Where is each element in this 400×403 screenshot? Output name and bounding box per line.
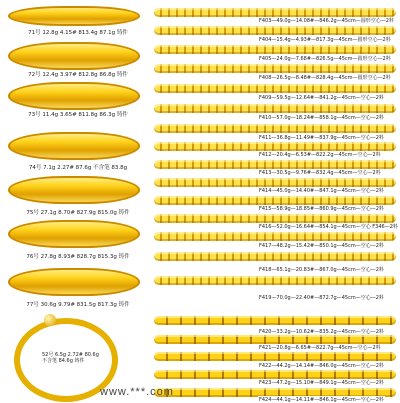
chain-F413-image [154, 160, 396, 169]
bangle-column [0, 0, 150, 400]
chain-F422-label: F422—44.2g—14.14#—846.0g—45cm—空心—2料 [259, 363, 384, 369]
bangle-77-image [8, 268, 140, 296]
chain-F417-image [154, 232, 396, 241]
bangle-75-label: 75号 27.1g 8.70# 827.9g 815.0g 铸件 [26, 210, 130, 216]
bangle-71-label: 71号 12.8g 4.15# 813.4g 87.1g 铸件 [28, 30, 128, 36]
chain-F411-image [154, 124, 396, 133]
chain-F413-label: F413—30.5g—9.76#—832.4g—45cm—空心—2料 [259, 170, 381, 176]
chain-F411-label: F411—36.8g—11.49#—837.9g—45cm—空心—2料 [259, 135, 384, 141]
chain-F420-image [154, 316, 396, 325]
chain-F421-label: F421—20.8g—6.65#—822.7g—45cm—空心—2料 [259, 345, 381, 351]
chain-F405-label: F405—24.0g—7.68#—826.5g—45cm—圆形空心—2料 [259, 56, 391, 62]
bangle-77-label: 77号 30.6g 9.79# 831.5g 817.3g 铸件 [26, 302, 130, 308]
chain-F404-image [154, 26, 396, 35]
chain-F405-image [154, 45, 396, 54]
chain-F409-label: F409—59.5g—12.64#—841.2g—45cm—空心—2料 [259, 95, 384, 101]
bangle-73-image [8, 82, 140, 110]
bangle-71-image [8, 6, 140, 26]
chain-column [150, 0, 400, 403]
chain-F412-label: F412—20.4g—6.53#—822.2g—45cm—空心—2料 [259, 152, 381, 158]
chain-F410-label: F410—57.0g—18.24#—858.1g—45cm—空心—2料 [259, 115, 384, 121]
chain-F408-image [154, 64, 396, 73]
chain-F423-image [154, 370, 396, 379]
chain-F418-image [154, 252, 396, 261]
chain-F418-label: F418—65.1g—20.83#—867.0g—45cm—空心—2料 [259, 267, 384, 273]
chain-F410-image [154, 104, 396, 113]
chain-F415-image [154, 196, 396, 205]
chain-F421-image [154, 335, 396, 344]
chain-F423-label: F423—47.2g—15.10#—849.1g—45cm—空心—2料 [259, 380, 384, 386]
chain-F414-label: F414—45.0g—14.40#—847.1g—45cm—空心—2料 [259, 188, 384, 194]
chain-F416-label: F416—52.0g—16.64#—854.1g—45cm—空心 F346—2料 [259, 224, 398, 230]
chain-F412-image [154, 142, 396, 151]
chain-F403-image [154, 8, 396, 17]
chain-F414-image [154, 178, 396, 187]
chain-F404-label: F404—15.4g—4.93#—817.3g—45cm—圆形空心—2料 [259, 37, 391, 43]
bangle-74-label: 74号 7.1g 2.27# 87.6g 不含笔 83.8g [28, 165, 128, 171]
bangle-74-image [8, 132, 140, 160]
chain-F408-label: F408—26.5g—8.48#—828.4g—45cm—圆形空心—2料 [259, 75, 391, 81]
chain-F419-label: F419—70.0g—22.40#—872.7g—45cm—空心—2料 [259, 295, 384, 301]
chain-F424-label: F424—44.1g—14.11#—846.1g—45cm—空心—2料 [259, 397, 384, 403]
chain-F419-image [154, 276, 396, 285]
chain-F409-image [154, 84, 396, 93]
chain-F415-label: F415—58.9g—18.85#—860.9g—45cm—空心—2料 [259, 206, 384, 212]
watermark-text: www.***.com [100, 386, 174, 398]
chain-F420-label: F420—33.2g—10.62#—835.2g—45cm—空心—2料 [259, 329, 384, 335]
bangle-76-image [8, 220, 140, 248]
chain-F403-label: F403—49.0g—14.08#—846.2g—45cm—圆形空心—2料 [259, 18, 394, 24]
bangle-73-label: 73号 11.4g 3.65# 811.8g 86.3g 铸件 [28, 112, 128, 118]
bangle-72-label: 72号 12.4g 3.97# 812.8g 86.8g 铸件 [28, 72, 128, 78]
chain-F416-image [154, 214, 396, 223]
round-bangle-label: 52号 6.5g 2.72# 80.6g 不含笔 84.6g 铸件 [42, 352, 99, 364]
bangle-76-label: 76号 27.8g 8.93# 828.7g 815.3g 铸件 [26, 254, 130, 260]
chain-F422-image [154, 352, 396, 361]
chain-F417-label: F417—48.2g—15.42#—850.1g—45cm—空心—2料 [259, 243, 384, 249]
bangle-75-image [8, 176, 140, 204]
bangle-72-image [8, 42, 140, 70]
